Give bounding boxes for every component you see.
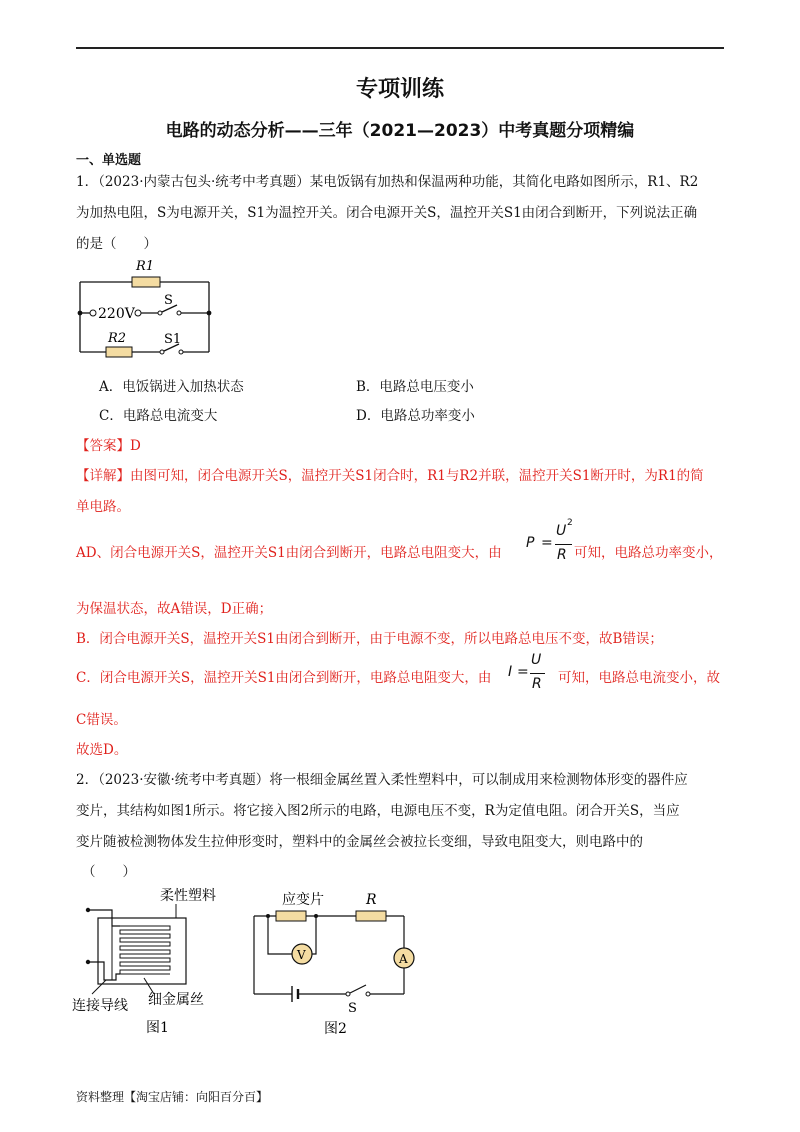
formula-power: P = U 2 R [526,518,573,563]
q1-line-1: 1．（2023·内蒙古包头·统考中考真题）某电饭锅有加热和保温两种功能，其简化电路如图所示，R1、R2 [76,174,699,190]
fixed-resistor [356,911,386,921]
q1-option-c: C．电路总电流变大 [99,408,218,424]
q1-answer: 【答案】D [76,438,141,454]
wire-label: 细金属丝 [148,992,204,1008]
voltage-label: 220V [98,306,135,322]
detail-label: 【详解】 [76,468,130,484]
footer-note: 资料整理【淘宝店铺：向阳百分百】 [76,1090,269,1104]
q1-c-line-2: C错误。 [76,712,127,728]
q1-detail-1 [76,464,704,484]
q1-conclusion: 故选D。 [76,742,128,758]
plastic-label: 柔性塑料 [160,888,216,904]
strain-label: 应变片 [282,892,324,908]
r1-label: R1 [136,259,155,274]
q2-line-2: 变片，其结构如图1所示。将它接入图2所示的电路，电源电压不变，R为定值电阻。闭合开关S，当应 [76,803,680,819]
q1-c-tail: 可知，电路总电流变小，故 [558,670,720,686]
s1-label: S1 [164,332,182,347]
q2-figure-1 [72,882,242,1042]
q1-option-b: B．电路总电压变小 [356,379,474,395]
s-label: S [164,293,173,308]
top-rule [76,47,724,49]
q1-circuit-diagram [70,252,220,362]
q1-ad-tail: 可知，电路总功率变小， [574,545,723,561]
q2-figure-2 [248,888,428,1038]
lead-label: 连接导线 [72,998,128,1014]
q1-option-d: D．电路总功率变小 [356,408,475,424]
voltmeter-label: V [297,948,306,962]
ammeter-label: A [399,952,408,966]
page-subtitle: 电路的动态分析——三年（2021—2023）中考真题分项精编 [165,121,635,141]
q1-detail-2: 单电路。 [76,499,130,515]
page-title: 专项训练 [355,77,444,102]
q2-line-1: 2．（2023·安徽·统考中考真题）将一根细金属丝置入柔性塑料中，可以制成用来检测物体形变的器件应 [76,772,688,788]
section-heading: 一、单选题 [76,153,142,168]
q1-b-line: B．闭合电源开关S，温控开关S1由闭合到断开，由于电源不变，所以电路总电压不变，故B错误； [76,631,663,647]
q1-c-line: C．闭合电源开关S，温控开关S1由闭合到断开，电路总电阻变大，由 [76,670,492,686]
fig1-caption: 图1 [146,1020,169,1036]
q1-ad-line-2: 为保温状态，故A错误，D正确； [76,601,273,617]
fig2-caption: 图2 [324,1021,347,1037]
strain-gauge [276,911,306,921]
formula-current: I = U R [508,652,552,696]
q1-ad-line: AD、闭合电源开关S，温控开关S1由闭合到断开，电路总电阻变大，由 [76,545,502,561]
r2-resistor [106,347,132,357]
switch-label: S [348,1001,357,1016]
q1-line-2: 为加热电阻，S为电源开关，S1为温控开关。闭合电源开关S，温控开关S1由闭合到断开，下列说法正确 [76,205,698,221]
r1-resistor [132,277,160,287]
fixed-resistor-label: R [366,892,377,908]
q1-line-3: 的是（ ） [76,236,157,252]
switch [350,985,366,993]
detail-text-1: 由图可知，闭合电源开关S，温控开关S1闭合时，R1与R2并联，温控开关S1断开时，为R1的简 [130,468,704,484]
q2-line-3: 变片随被检测物体发生拉伸形变时，塑料中的金属丝会被拉长变细，导致电阻变大，则电路中的 [76,834,643,850]
r2-label: R2 [108,331,127,346]
q2-line-4: （ ） [82,864,136,880]
q1-option-a: A．电饭锅进入加热状态 [99,379,244,395]
